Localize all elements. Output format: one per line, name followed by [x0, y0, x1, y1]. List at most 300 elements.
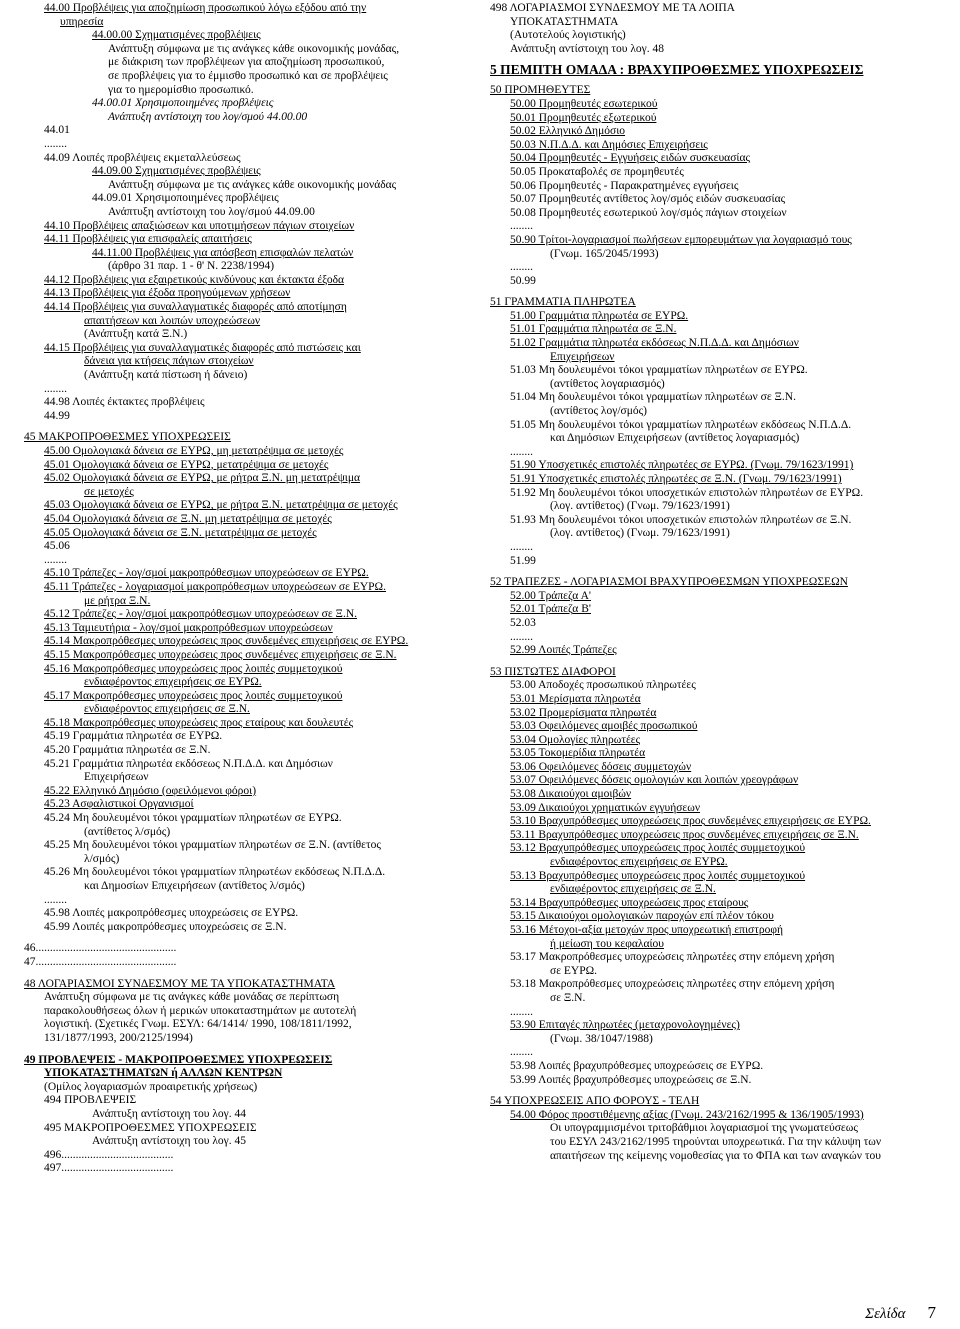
account-line-text: 53.03 Οφειλόμενες αμοιβές προσωπικού	[510, 720, 698, 733]
account-line	[490, 193, 935, 207]
account-line	[490, 1122, 935, 1136]
account-line	[24, 1122, 464, 1136]
page-number: 7	[927, 1303, 936, 1322]
account-line	[24, 513, 464, 527]
account-line	[24, 942, 464, 956]
account-line-text: 45.18 Μακροπρόθεσμες υποχρεώσεις προς εταίρους και δουλευτές	[44, 716, 354, 729]
account-line	[24, 192, 464, 206]
account-line-text: 47.................................................	[24, 955, 177, 968]
account-line	[490, 220, 935, 234]
account-line-text: 45.02 Ομολογιακά δάνεια σε ΕΥΡΩ, με ρήτρα Ξ.Ν. μη μετατρέψιμα	[44, 472, 361, 485]
account-line	[24, 315, 464, 329]
account-line	[490, 590, 935, 604]
account-line-text: 51.93 Μη δουλευμένοι τόκοι υποσχετικών επιστολών πληρωτέων σε Ξ.Ν.	[510, 513, 852, 526]
spacer	[490, 658, 935, 666]
account-line-text: ........	[44, 553, 67, 566]
account-line	[490, 323, 935, 337]
account-line-text: 52.99 Λοιπές Τράπεζες	[510, 644, 617, 657]
spacer	[490, 568, 935, 576]
account-line-text: 44.00.00 Σχηματισμένες προβλέψεις	[92, 29, 261, 42]
account-line-text: 45.15 Μακροπρόθεσμες υποχρεώσεις προς συνδεμένες επιχειρήσεις σε Ξ.Ν.	[44, 648, 397, 661]
account-line	[24, 554, 464, 568]
account-line	[24, 866, 464, 880]
account-line-text: 44.11.00 Προβλέψεις για απόσβεση επισφαλών πελατών	[92, 246, 354, 259]
account-line-text: Ανάπτυξη αντίστοιχη του λογ. 45	[92, 1135, 247, 1148]
account-line-text: ενδιαφέροντος επιχειρήσεις σε ΕΥΡΩ.	[84, 676, 262, 689]
account-line-text: 53.10 Βραχυπρόθεσμες υποχρεώσεις προς συνδεμένες επιχειρήσεις σε ΕΥΡΩ.	[510, 815, 871, 828]
account-line-text: σε ΕΥΡΩ.	[550, 964, 598, 977]
account-line-text: 50.00 Προμηθευτές εσωτερικού	[510, 97, 658, 110]
account-line	[490, 1060, 935, 1074]
account-line-text: 54.00 Φόρος προστιθέμενης αξίας (Γνωμ. 243/2162/1995 & 136/1905/1993)	[510, 1108, 864, 1121]
account-line	[24, 152, 464, 166]
account-line	[490, 1019, 935, 1033]
right-column	[490, 2, 935, 1163]
account-line	[24, 220, 464, 234]
account-line	[24, 1149, 464, 1163]
account-line-text: (αντίθετος λ/σμός)	[84, 825, 171, 838]
account-line-text: ........	[510, 220, 533, 233]
account-line	[490, 802, 935, 816]
account-line-text: 494 ΠΡΟΒΛΕΨΕΙΣ	[44, 1094, 137, 1107]
account-line	[24, 1018, 464, 1032]
account-line-text: ........	[44, 382, 67, 395]
account-line-text: ΥΠΟΚΑΤΑΣΤΗΜΑΤΩΝ ή ΑΛΛΩΝ ΚΕΝΤΡΩΝ	[44, 1067, 283, 1080]
account-line-text: 45 ΜΑΚΡΟΠΡΟΘΕΣΜΕΣ ΥΠΟΧΡΕΩΣΕΙΣ	[24, 431, 231, 444]
account-line-text: 44.15 Προβλέψεις για συναλλαγματικές διαφορές από πιστώσεις και	[44, 341, 361, 354]
account-line	[490, 1150, 935, 1164]
account-line-text: 51.99	[510, 554, 536, 567]
account-line	[24, 1005, 464, 1019]
account-line-text: 50 ΠΡΟΜΗΘΕΥΤΕΣ	[490, 84, 591, 97]
account-line-text: σε Ξ.Ν.	[550, 991, 586, 1004]
account-line-text: 53.15 Δικαιούχοι ομολογιακών παροχών επί πλέον τόκου	[510, 910, 774, 923]
account-line-text: (Ανάπτυξη κατά Ξ.Ν.)	[84, 328, 188, 341]
account-line-text: 45.01 Ομολογιακά δάνεια σε ΕΥΡΩ, μετατρέψιμα σε μετοχές	[44, 458, 329, 471]
account-line-text: λ/σμός)	[84, 852, 120, 865]
account-line	[24, 1162, 464, 1176]
account-line	[490, 1006, 935, 1020]
account-line-text: ........	[510, 540, 533, 553]
account-line-text: Ανάπτυξη αντίστοιχη του λογ/σμού 44.09.00	[108, 205, 315, 218]
account-line-text: 53.90 Επιταγές πληρωτέες (μεταχρονολογημένες)	[510, 1019, 740, 1032]
account-line	[490, 924, 935, 938]
account-line	[24, 165, 464, 179]
account-line	[24, 663, 464, 677]
account-line-text: (Γνωμ. 165/2045/1993)	[550, 247, 659, 260]
account-line	[490, 761, 935, 775]
account-line-text: 51.04 Μη δουλευμένοι τόκοι γραμματίων πληρωτέων σε Ξ.Ν.	[510, 391, 796, 404]
account-line-text: ........	[44, 893, 67, 906]
account-line-text: ενδιαφέροντος επιχειρήσεις σε Ξ.Ν.	[84, 703, 250, 716]
account-line	[490, 734, 935, 748]
account-line	[24, 690, 464, 704]
account-line	[490, 951, 935, 965]
account-line-text: 53.18 Μακροπρόθεσμες υποχρεώσεις πληρωτέες στην επόμενη χρήση	[510, 978, 835, 991]
account-line-text: 53.16 Μέτοχοι-αξία μετοχών προς υποχρεωτική επιστροφή	[510, 924, 784, 936]
account-line	[490, 446, 935, 460]
account-line	[24, 247, 464, 261]
account-line	[490, 965, 935, 979]
account-line-text: 44.01	[44, 124, 70, 137]
account-line	[490, 693, 935, 707]
account-line	[24, 978, 464, 992]
account-line	[24, 206, 464, 220]
account-line	[490, 261, 935, 275]
account-line-text: 45.05 Ομολογιακά δάνεια σε Ξ.Ν. μετατρέψιμα σε μετοχές	[44, 526, 317, 539]
account-line	[24, 567, 464, 581]
account-line-text: 53.05 Τοκομερίδια πληρωτέα	[510, 747, 646, 760]
account-line-text: 45.25 Μη δουλευμένοι τόκοι γραμματίων πληρωτέων σε Ξ.Ν. (αντίθετος	[44, 839, 381, 852]
account-line	[490, 125, 935, 139]
account-line-text: 52.00 Τράπεζα Α'	[510, 589, 591, 602]
account-line	[490, 856, 935, 870]
account-line	[490, 487, 935, 501]
account-line	[24, 1135, 464, 1149]
account-line-text: ........	[510, 1005, 533, 1018]
account-line-text: 44.00.01 Χρησιμοποιημένες προβλέψεις	[92, 97, 274, 110]
account-line-text: λογιστική. (Σχετικές Γνωμ. ΕΣΥΛ: 64/1414/ 1990, 108/1811/1992,	[44, 1018, 352, 1031]
account-line-text: 44.09.00 Σχηματισμένες προβλέψεις	[92, 165, 261, 178]
account-line-text: 50.01 Προμηθευτές εξωτερικού	[510, 111, 657, 124]
account-line-text: 50.02 Ελληνικό Δημόσιο	[510, 125, 626, 138]
account-line-text: 51.01 Γραμμάτια πληρωτέα σε Ξ.Ν.	[510, 323, 677, 336]
account-line	[490, 84, 935, 98]
account-line-text: και Δημοσίων Επιχειρήσεων (αντίθετος λ/σμός)	[84, 880, 305, 892]
account-line	[490, 405, 935, 419]
account-line	[24, 43, 464, 57]
account-line	[24, 1094, 464, 1108]
account-line-text: 50.04 Προμηθευτές - Εγγυήσεις ειδών συσκευασίας	[510, 152, 751, 165]
account-line	[24, 499, 464, 513]
account-line-text: Ανάπτυξη σύμφωνα με τις ανάγκες κάθε οικονομικής μονάδας,	[108, 42, 400, 55]
account-line-text: (λογ. αντίθετος) (Γνωμ. 79/1623/1991)	[550, 500, 730, 513]
account-line	[24, 2, 464, 16]
account-line	[490, 1095, 935, 1109]
account-line-text: 53.06 Οφειλόμενες δόσεις συμμετοχών	[510, 760, 692, 773]
left-column	[24, 2, 464, 1176]
account-line	[490, 419, 935, 433]
account-line-text: 131/1877/1993, 200/2125/1994)	[44, 1031, 193, 1044]
account-line-text: Οι υπογραμμισμένοι τριτοβάθμιοι λογαριασμοί της γνωματεύσεως	[550, 1122, 858, 1135]
account-line	[24, 445, 464, 459]
account-line-text: 45.10 Τράπεζες - λογ/σμοί μακροπρόθεσμων υποχρεώσεων σε ΕΥΡΩ.	[44, 567, 369, 580]
account-line	[24, 342, 464, 356]
account-line-text: 44.14 Προβλέψεις για συναλλαγματικές διαφορές από αποτίμηση	[44, 301, 347, 314]
account-line	[490, 774, 935, 788]
account-line-text: 53.08 Δικαιούχοι αμοιβών	[510, 788, 632, 801]
account-line-text: απαιτήσεων και λοιπών υποχρεώσεων	[84, 314, 261, 327]
account-line-text: (αντίθετος λογαριασμός)	[550, 377, 665, 390]
account-line	[24, 1032, 464, 1046]
account-line-text: Ανάπτυξη σύμφωνα με τις ανάγκες κάθε οικονομικής μονάδας	[108, 178, 397, 191]
account-line-text: 45.06	[44, 540, 70, 553]
account-line	[24, 717, 464, 731]
account-line	[24, 1067, 464, 1081]
account-line	[490, 679, 935, 693]
spacer	[490, 288, 935, 296]
account-line-text: 51.00 Γραμμάτια πληρωτέα σε ΕΥΡΩ.	[510, 309, 689, 322]
account-line	[24, 581, 464, 595]
account-line-text: 44.11 Προβλέψεις για επισφαλείς απαιτήσεις	[44, 233, 252, 246]
account-line-text: 50.05 Προκαταβολές σε προμηθευτές	[510, 165, 684, 178]
account-line	[24, 56, 464, 70]
account-line-text: 53.00 Αποδοχές προσωπικού πληρωτέες	[510, 679, 696, 692]
account-line-text: 46.................................................	[24, 942, 177, 955]
account-line-text: (Ομίλος λογαριασμών προαιρετικής χρήσεως)	[44, 1080, 258, 1093]
account-line-text: ........	[510, 630, 533, 643]
account-line-text: 54 ΥΠΟΧΡΕΩΣΕΙΣ ΑΠΟ ΦΟΡΟΥΣ - ΤΕΛΗ	[490, 1095, 700, 1108]
account-line-text: 45.26 Μη δουλευμένοι τόκοι γραμματίων πληρωτέων εκδόσεως Ν.Π.Δ.Δ.	[44, 866, 386, 879]
account-line	[24, 758, 464, 772]
account-line-text: παρακολουθήσεως όλων ή μερικών υποκαταστημάτων με αυτοτελή	[44, 1004, 357, 1017]
account-line	[24, 383, 464, 397]
account-line	[490, 248, 935, 262]
account-line	[24, 287, 464, 301]
account-line	[24, 635, 464, 649]
account-line-text: 45.98 Λοιπές μακροπρόθεσμες υποχρεώσεις σε ΕΥΡΩ.	[44, 907, 299, 920]
account-line	[24, 111, 464, 125]
account-line	[24, 880, 464, 894]
account-line	[490, 296, 935, 310]
account-line	[24, 826, 464, 840]
account-line-text: για το ημερομίσθιο προσωπικό.	[108, 83, 254, 96]
account-line	[24, 97, 464, 111]
account-line-text: 45.12 Τράπεζες - λογ/σμοί μακροπρόθεσμων υποχρεώσεων σε Ξ.Ν.	[44, 608, 358, 621]
account-line-text: (άρθρο 31 παρ. 1 - θ' Ν. 2238/1994)	[108, 260, 275, 273]
account-line	[24, 853, 464, 867]
account-line	[490, 16, 935, 30]
account-line	[490, 337, 935, 351]
account-line	[490, 815, 935, 829]
account-line-text: 45.16 Μακροπρόθεσμες υποχρεώσεις προς λοιπές συμμετοχικού	[44, 662, 343, 675]
account-line	[24, 459, 464, 473]
account-line	[24, 785, 464, 799]
account-line-text: ενδιαφέροντος επιχειρήσεις σε ΕΥΡΩ.	[550, 856, 728, 869]
account-line	[490, 459, 935, 473]
account-line	[490, 152, 935, 166]
account-line-text: Ανάπτυξη αντίστοιχη του λογ/σμού 44.00.00	[108, 110, 308, 123]
account-line-text: 51.05 Μη δουλευμένοι τόκοι γραμματίων πληρωτέων εκδόσεως Ν.Π.Δ.Δ.	[510, 418, 852, 431]
account-line	[24, 676, 464, 690]
account-line	[490, 603, 935, 617]
account-line	[490, 98, 935, 112]
account-line-text: 45.17 Μακροπρόθεσμες υποχρεώσεις προς λοιπές συμμετοχικού	[44, 689, 343, 702]
account-line	[24, 396, 464, 410]
account-line-text: 53.11 Βραχυπρόθεσμες υποχρεώσεις προς συνδεμένες επιχειρήσεις σε Ξ.Ν.	[510, 828, 859, 841]
account-line-text: Επιχειρήσεων	[84, 771, 149, 784]
account-line-text: (Ανάπτυξη κατά πίστωση ή δάνειο)	[84, 369, 248, 382]
account-line	[24, 84, 464, 98]
account-line-text: 51.90 Υποσχετικές επιστολές πληρωτέες σε ΕΥΡΩ. (Γνωμ. 79/1623/1991)	[510, 459, 854, 472]
account-line	[24, 771, 464, 785]
account-line	[490, 29, 935, 43]
account-line	[490, 351, 935, 365]
account-line	[490, 2, 935, 16]
account-line-text: 45.11 Τράπεζες - λογαριασμοί μακροπρόθεσμων υποχρεώσεων σε ΕΥΡΩ.	[44, 580, 386, 593]
account-line	[490, 576, 935, 590]
account-line	[490, 166, 935, 180]
account-line-text: 53.07 Οφειλόμενες δόσεις ομολογιών και λοιπών χρεογράφων	[510, 774, 799, 787]
account-line-text: ........	[510, 1046, 533, 1059]
account-line	[490, 720, 935, 734]
account-line	[490, 617, 935, 631]
account-line-text: 51.91 Υποσχετικές επιστολές πληρωτέες σε Ξ.Ν. (Γνωμ. 79/1623/1991)	[510, 473, 842, 485]
account-line	[24, 991, 464, 1005]
account-line	[24, 124, 464, 138]
group-heading: 5 ΠΕΜΠΤΗ ΟΜΑΔΑ : ΒΡΑΧΥΠΡΟΘΕΣΜΕΣ ΥΠΟΧΡΕΩΣΕΙΣ	[490, 62, 864, 78]
account-line-text: (αντίθετος λογ/σμός)	[550, 405, 648, 418]
account-line	[24, 744, 464, 758]
account-line-text: με διάκριση των προβλέψεων για αποζημίωση προσωπικού,	[108, 56, 385, 69]
account-line	[24, 486, 464, 500]
account-line-text: του ΕΣΥΛ 243/2162/1995 τηρούνται υποχρεωτικά. Για την κάλυψη των	[550, 1135, 882, 1148]
account-line	[490, 180, 935, 194]
account-line	[490, 234, 935, 248]
account-line	[490, 631, 935, 645]
account-line-text: 44.00 Προβλέψεις για αποζημίωση προσωπικού λόγω εξόδου από την	[44, 2, 367, 14]
account-line	[490, 275, 935, 289]
account-line-text: 52.01 Τράπεζα Β'	[510, 603, 591, 616]
account-line-text: 44.09.01 Χρησιμοποιημένες προβλέψεις	[92, 192, 279, 205]
account-line-text: 45.00 Ομολογιακά δάνεια σε ΕΥΡΩ, μη μετατρέψιμα σε μετοχές	[44, 445, 344, 457]
account-line	[490, 666, 935, 680]
account-line-text: 44.10 Προβλέψεις απαξιώσεων και υποτιμήσεων πάγιων στοιχείων	[44, 219, 355, 232]
account-line-text: απαιτήσεων της κείμενης νομοθεσίας για το ΦΠΑ και των αναγκών του	[550, 1149, 881, 1162]
account-line	[490, 870, 935, 884]
account-line-text: 497.......................................	[44, 1162, 174, 1175]
account-line	[24, 921, 464, 935]
account-line	[490, 910, 935, 924]
account-line	[490, 978, 935, 992]
account-line-text: 53.98 Λοιπές βραχυπρόθεσμες υποχρεώσεις σε ΕΥΡΩ.	[510, 1059, 764, 1072]
account-line-text: Επιχειρήσεων	[550, 350, 615, 363]
account-line	[24, 274, 464, 288]
account-line	[490, 747, 935, 761]
account-line-text: 53.14 Βραχυπρόθεσμες υποχρεώσεις προς εταίρους	[510, 896, 749, 909]
account-line-text: 50.90 Τρίτοι-λογαριασμοί πωλήσεων εμπορευμάτων για λογαριασμό τους	[510, 233, 852, 246]
account-line	[490, 1136, 935, 1150]
spacer	[24, 423, 464, 431]
account-line	[24, 730, 464, 744]
account-line	[24, 1054, 464, 1068]
account-line	[490, 788, 935, 802]
account-line-text: ή μείωση του κεφαλαίου	[550, 937, 665, 950]
account-line	[24, 540, 464, 554]
account-line-text: 51.03 Μη δουλευμένοι τόκοι γραμματίων πληρωτέων σε ΕΥΡΩ.	[510, 364, 808, 377]
account-line-text: ........	[44, 137, 67, 150]
account-line-text: 50.07 Προμηθευτές αντίθετος λογ/σμός ειδών συσκευασίας	[510, 193, 786, 206]
account-line	[24, 369, 464, 383]
account-line	[490, 378, 935, 392]
account-line-text: υπηρεσία	[60, 15, 104, 28]
account-line	[24, 472, 464, 486]
account-line-text: 53.09 Δικαιούχοι χρηματικών εγγυήσεων	[510, 801, 701, 814]
account-line	[490, 364, 935, 378]
account-line	[490, 1074, 935, 1088]
account-line	[24, 410, 464, 424]
account-line	[490, 883, 935, 897]
account-line-text: 498 ΛΟΓΑΡΙΑΣΜΟΙ ΣΥΝΔΕΣΜΟΥ ΜΕ ΤΑ ΛΟΙΠΑ	[490, 2, 735, 14]
account-line-text: ........	[510, 261, 533, 274]
account-line-text: 45.13 Ταμιευτήρια - λογ/σμοί μακροπρόθεσμων υποχρεώσεων	[44, 621, 333, 634]
account-line	[24, 595, 464, 609]
account-line-text: 45.23 Ασφαλιστικοί Οργανισμοί	[44, 798, 194, 811]
account-line	[24, 527, 464, 541]
account-line-text: ........	[510, 445, 533, 458]
account-line	[490, 644, 935, 658]
account-line	[490, 527, 935, 541]
spacer	[24, 970, 464, 978]
account-line-text: 53.13 Βραχυπρόθεσμες υποχρεώσεις προς λοιπές συμμετοχικού	[510, 869, 806, 882]
account-line-text: 44.13 Προβλέψεις για έξοδα προηγούμενων χρήσεων	[44, 287, 291, 300]
account-line-text: 44.09 Λοιπές προβλέψεις εκμεταλλεύσεως	[44, 151, 241, 164]
account-line	[490, 541, 935, 555]
account-line	[24, 16, 464, 30]
account-line	[490, 842, 935, 856]
account-line-text: 45.24 Μη δουλευμένοι τόκοι γραμματίων πληρωτέων σε ΕΥΡΩ.	[44, 812, 342, 825]
account-line-text: 50.03 Ν.Π.Δ.Δ. και Δημόσιες Επιχειρήσεις	[510, 138, 708, 151]
account-line-text: 53 ΠΙΣΤΩΤΕΣ ΔΙΑΦΟΡΟΙ	[490, 665, 616, 678]
account-line	[24, 301, 464, 315]
account-line-text: (Γνωμ. 38/1047/1988)	[550, 1032, 653, 1045]
account-line-text: 53.99 Λοιπές βραχυπρόθεσμες υποχρεώσεις σε Ξ.Ν.	[510, 1073, 752, 1086]
account-line	[490, 707, 935, 721]
account-line	[24, 138, 464, 152]
account-line	[24, 894, 464, 908]
account-line-text: 53.12 Βραχυπρόθεσμες υποχρεώσεις προς λοιπές συμμετοχικού	[510, 842, 806, 855]
account-line	[24, 907, 464, 921]
account-line-text: 50.08 Προμηθευτές εσωτερικού λογ/σμός πάγιων στοιχείων	[510, 206, 787, 219]
account-line-text: Ανάπτυξη αντίστοιχη του λογ. 44	[92, 1107, 247, 1120]
account-line	[490, 310, 935, 324]
account-line-text: με ρήτρα Ξ.Ν.	[84, 594, 151, 607]
account-line-text: 496.......................................	[44, 1148, 174, 1161]
account-line-text: Ανάπτυξη σύμφωνα με τις ανάγκες κάθε μονάδας σε περίπτωση	[44, 991, 340, 1004]
account-line	[490, 992, 935, 1006]
spacer	[24, 1046, 464, 1054]
account-line	[490, 473, 935, 487]
account-line	[24, 70, 464, 84]
account-line-text: 44.98 Λοιπές έκτακτες προβλέψεις	[44, 396, 205, 409]
account-line-text: 53.17 Μακροπρόθεσμες υποχρεώσεις πληρωτέες στην επόμενη χρήση	[510, 951, 835, 964]
account-line	[24, 179, 464, 193]
account-line-text: 51 ΓΡΑΜΜΑΤΙΑ ΠΛΗΡΩΤΕΑ	[490, 296, 636, 309]
spacer	[490, 1087, 935, 1095]
account-line-text: 50.06 Προμηθευτές - Παρακρατημένες εγγυήσεις	[510, 179, 739, 192]
account-line	[490, 897, 935, 911]
account-line-text: 50.99	[510, 274, 536, 287]
account-line	[490, 432, 935, 446]
account-line	[490, 112, 935, 126]
account-line	[24, 798, 464, 812]
account-line	[24, 703, 464, 717]
account-line-text: (Αυτοτελούς λογιστικής)	[510, 29, 626, 42]
account-line	[24, 1081, 464, 1095]
account-line-text: 495 ΜΑΚΡΟΠΡΟΘΕΣΜΕΣ ΥΠΟΧΡΕΩΣΕΙΣ	[44, 1121, 257, 1134]
account-line	[24, 1108, 464, 1122]
account-line	[24, 649, 464, 663]
account-line-text: ΥΠΟΚΑΤΑΣΤΗΜΑΤΑ	[510, 15, 619, 28]
page-footer	[865, 1303, 936, 1323]
account-line	[490, 500, 935, 514]
account-line	[24, 355, 464, 369]
account-line	[24, 622, 464, 636]
account-line	[24, 956, 464, 970]
account-line-text: 45.99 Λοιπές μακροπρόθεσμες υποχρεώσεις σε Ξ.Ν.	[44, 920, 287, 933]
account-line	[24, 839, 464, 853]
account-line-text: 53.02 Προμερίσματα πληρωτέα	[510, 706, 657, 719]
